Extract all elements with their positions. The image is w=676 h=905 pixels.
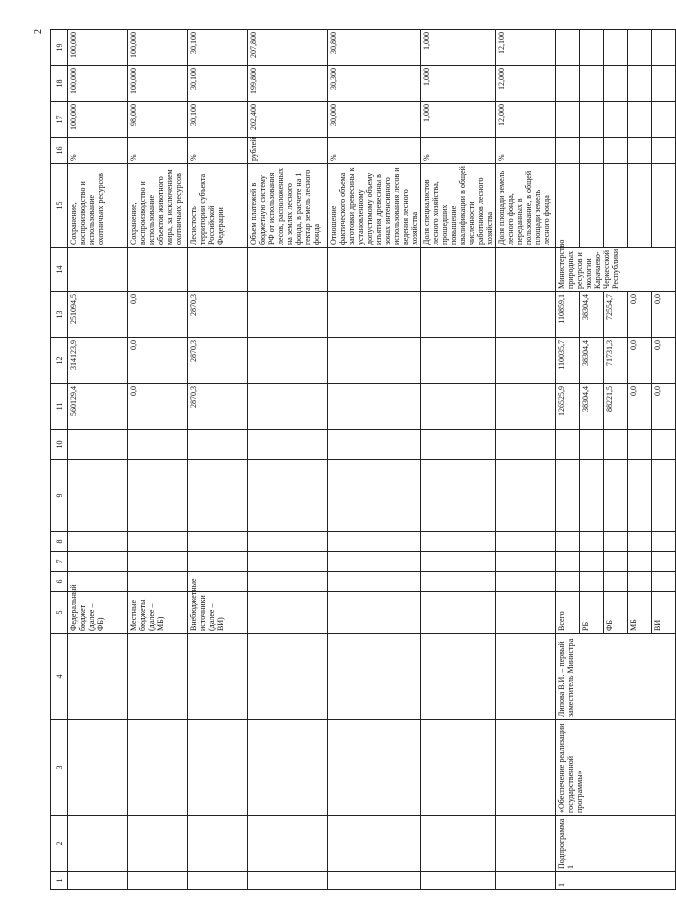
subprogram-row (556, 30, 580, 890)
column-number: 2 (51, 816, 68, 872)
amount-col13: 38304,4 (580, 292, 604, 338)
empty-cell (628, 30, 652, 66)
responsible-person: Липова В.И. – первый заместитель Министра (556, 634, 676, 720)
empty-cell (580, 66, 604, 102)
empty-cell (496, 248, 556, 292)
empty-cell (188, 552, 248, 572)
empty-cell (628, 572, 652, 592)
column-number: 18 (51, 66, 68, 102)
funding-source (328, 592, 421, 634)
indicator-name: Доля специалистов лесного хозяйства, прошедших повышение квалификации в общей численности работников лесного хозяйства (421, 164, 496, 248)
empty-cell (556, 30, 580, 66)
column-number: 14 (51, 248, 68, 292)
amount-col11: 560129,4 (68, 384, 128, 430)
empty-cell (128, 552, 188, 572)
empty-cell (421, 572, 496, 592)
empty-cell (328, 872, 421, 890)
empty-cell (128, 634, 188, 720)
amount-col11: 2870,3 (188, 384, 248, 430)
column-number: 4 (51, 634, 68, 720)
empty-cell (556, 430, 580, 460)
empty-cell (328, 532, 421, 552)
table-row (68, 30, 128, 890)
indicator-name: Сохранение, воспроизводство и использование объектов животного мира, за исключением охотничьих ресурсов (128, 164, 188, 248)
amount-col12: 38304,4 (580, 338, 604, 384)
empty-cell (68, 720, 128, 816)
amount-col12: 110035,7 (556, 338, 580, 384)
empty-cell (421, 248, 496, 292)
value-col18: 100,000 (68, 66, 128, 102)
empty-cell (580, 572, 604, 592)
funding-source (496, 592, 556, 634)
column-number: 12 (51, 338, 68, 384)
value-col19: 207,800 (248, 30, 328, 66)
empty-cell (128, 460, 188, 532)
value-col18: 1,000 (421, 66, 496, 102)
amount-col12: 314123,9 (68, 338, 128, 384)
empty-cell (580, 164, 604, 248)
empty-cell (248, 572, 328, 592)
empty-cell (604, 532, 628, 552)
empty-cell (604, 552, 628, 572)
column-number: 10 (51, 430, 68, 460)
header-row (51, 30, 68, 890)
amount-col13: 251094,5 (68, 292, 128, 338)
empty-cell (652, 552, 676, 572)
table-row (496, 30, 556, 890)
empty-cell (248, 460, 328, 532)
amount-col11 (421, 384, 496, 430)
funding-source (248, 592, 328, 634)
empty-cell (580, 532, 604, 552)
amount-col13 (496, 292, 556, 338)
empty-cell (652, 532, 676, 552)
column-number: 11 (51, 384, 68, 430)
column-number: 6 (51, 572, 68, 592)
table-row (248, 30, 328, 890)
empty-cell (496, 872, 556, 890)
indicator-unit: % (188, 138, 248, 164)
amount-col13: 0,0 (652, 292, 676, 338)
empty-cell (128, 816, 188, 872)
indicator-unit: % (496, 138, 556, 164)
empty-cell (328, 720, 421, 816)
empty-cell (328, 552, 421, 572)
empty-cell (604, 30, 628, 66)
empty-cell (128, 248, 188, 292)
amount-col13: 0,0 (128, 292, 188, 338)
amount-col12: 2870,3 (188, 338, 248, 384)
program-table (50, 29, 676, 890)
empty-cell (188, 720, 248, 816)
empty-cell (128, 872, 188, 890)
column-number: 17 (51, 102, 68, 138)
empty-cell (328, 572, 421, 592)
value-col19: 100,000 (68, 30, 128, 66)
funding-source: Внебюджетные источники (далее – ВИ) (188, 592, 248, 634)
subprogram-number: 1 (556, 872, 676, 890)
amount-col13: 72554,7 (604, 292, 628, 338)
amount-col11 (328, 384, 421, 430)
value-col17: 202,400 (248, 102, 328, 138)
empty-cell (188, 248, 248, 292)
empty-cell (556, 572, 580, 592)
value-col17: 98,000 (128, 102, 188, 138)
empty-cell (188, 634, 248, 720)
empty-cell (556, 102, 580, 138)
empty-cell (496, 532, 556, 552)
empty-cell (652, 30, 676, 66)
empty-cell (628, 138, 652, 164)
empty-cell (248, 720, 328, 816)
value-col19: 12,100 (496, 30, 556, 66)
empty-cell (580, 430, 604, 460)
empty-cell (580, 102, 604, 138)
column-number: 5 (51, 592, 68, 634)
empty-cell (652, 430, 676, 460)
empty-cell (68, 248, 128, 292)
empty-cell (628, 66, 652, 102)
empty-cell (628, 102, 652, 138)
empty-cell (68, 634, 128, 720)
funding-source: Федеральный бюджет (далее – ФБ) (68, 592, 128, 634)
empty-cell (496, 634, 556, 720)
amount-col13 (328, 292, 421, 338)
empty-cell (580, 460, 604, 532)
empty-cell (556, 138, 580, 164)
indicator-name: Объем платежей в бюджетную систему РФ от использования лесов, расположенных на землях лесного фонда, в расчете на 1 гектар земель лесного фонда (248, 164, 328, 248)
empty-cell (496, 430, 556, 460)
empty-cell (421, 634, 496, 720)
empty-cell (580, 138, 604, 164)
empty-cell (68, 552, 128, 572)
empty-cell (188, 872, 248, 890)
column-number: 16 (51, 138, 68, 164)
amount-col11: 88221,5 (604, 384, 628, 430)
amount-col12: 71731,3 (604, 338, 628, 384)
empty-cell (328, 430, 421, 460)
amount-col13: 2870,3 (188, 292, 248, 338)
empty-cell (421, 816, 496, 872)
empty-cell (556, 164, 580, 248)
empty-cell (421, 552, 496, 572)
amount-col11 (248, 384, 328, 430)
empty-cell (496, 572, 556, 592)
empty-cell (68, 816, 128, 872)
subprogram-type: Подпрограмма 1 (556, 816, 676, 872)
empty-cell (580, 552, 604, 572)
indicator-unit: рублей (248, 138, 328, 164)
value-col19: 100,000 (128, 30, 188, 66)
amount-col12 (496, 338, 556, 384)
empty-cell (188, 532, 248, 552)
empty-cell (556, 552, 580, 572)
empty-cell (328, 460, 421, 532)
empty-cell (128, 720, 188, 816)
empty-cell (628, 164, 652, 248)
funding-source: МБ (628, 592, 652, 634)
empty-cell (652, 572, 676, 592)
indicator-name: Доля площади земель лесного фонда, переданных в пользование, в общей площади земель лесного фонда (496, 164, 556, 248)
empty-cell (328, 634, 421, 720)
empty-cell (188, 430, 248, 460)
empty-cell (248, 552, 328, 572)
amount-col13 (421, 292, 496, 338)
empty-cell (496, 552, 556, 572)
empty-cell (604, 460, 628, 532)
empty-cell (628, 532, 652, 552)
amount-col11: 126525,9 (556, 384, 580, 430)
empty-cell (188, 816, 248, 872)
empty-cell (248, 634, 328, 720)
value-col17: 30,000 (328, 102, 421, 138)
empty-cell (248, 816, 328, 872)
table-row (328, 30, 421, 890)
funding-source: ВИ (652, 592, 676, 634)
empty-cell (68, 460, 128, 532)
value-col17: 30,100 (188, 102, 248, 138)
empty-cell (652, 138, 676, 164)
rotated-table-sheet (50, 32, 662, 890)
empty-cell (248, 430, 328, 460)
amount-col12 (248, 338, 328, 384)
column-number: 8 (51, 532, 68, 552)
amount-col12: 0,0 (652, 338, 676, 384)
indicator-name: Лесистость территории субъекта Российской Федерации (188, 164, 248, 248)
indicator-name: Отношение фактического объема заготовки древесины к установленному допустимому объему изъятия древесины в зонах интенсивного использования лесов и ведения лесного хозяйства (328, 164, 421, 248)
amount-col12 (421, 338, 496, 384)
value-col17: 12,000 (496, 102, 556, 138)
amount-col13 (248, 292, 328, 338)
indicator-unit: % (328, 138, 421, 164)
empty-cell (604, 66, 628, 102)
empty-cell (421, 720, 496, 816)
empty-cell (556, 532, 580, 552)
value-col19: 30,100 (188, 30, 248, 66)
funding-source (421, 592, 496, 634)
empty-cell (496, 460, 556, 532)
column-number: 9 (51, 460, 68, 532)
indicator-unit: % (128, 138, 188, 164)
empty-cell (328, 248, 421, 292)
empty-cell (496, 816, 556, 872)
amount-col11: 0,0 (128, 384, 188, 430)
empty-cell (128, 532, 188, 552)
amount-col11 (496, 384, 556, 430)
empty-cell (604, 572, 628, 592)
empty-cell (604, 102, 628, 138)
value-col18: 12,000 (496, 66, 556, 102)
empty-cell (652, 66, 676, 102)
empty-cell (628, 460, 652, 532)
page-number: 2 (33, 29, 44, 34)
empty-cell (580, 30, 604, 66)
table-row (128, 30, 188, 890)
empty-cell (421, 532, 496, 552)
column-number: 3 (51, 720, 68, 816)
empty-cell (421, 430, 496, 460)
amount-col13: 0,0 (628, 292, 652, 338)
column-number: 15 (51, 164, 68, 248)
amount-col13: 110859,1 (556, 292, 580, 338)
value-col18: 100,000 (128, 66, 188, 102)
empty-cell (496, 720, 556, 816)
indicator-unit: % (421, 138, 496, 164)
column-number: 1 (51, 872, 68, 890)
empty-cell (604, 138, 628, 164)
amount-col12 (328, 338, 421, 384)
empty-cell (556, 66, 580, 102)
empty-cell (652, 164, 676, 248)
empty-cell (68, 532, 128, 552)
amount-col12: 0,0 (128, 338, 188, 384)
empty-cell (421, 872, 496, 890)
indicator-name: Сохранение, воспроизводство и использование охотничьих ресурсов (68, 164, 128, 248)
empty-cell (604, 430, 628, 460)
value-col19: 30,800 (328, 30, 421, 66)
funding-source: Местные бюджеты (далее – МБ) (128, 592, 188, 634)
empty-cell (652, 460, 676, 532)
funding-source: ФБ (604, 592, 628, 634)
column-number: 7 (51, 552, 68, 572)
column-number: 19 (51, 30, 68, 66)
empty-cell (628, 552, 652, 572)
value-col18: 199,800 (248, 66, 328, 102)
value-col18: 30,300 (328, 66, 421, 102)
empty-cell (628, 430, 652, 460)
empty-cell (128, 572, 188, 592)
empty-cell (556, 460, 580, 532)
empty-cell (421, 460, 496, 532)
amount-col11: 0,0 (652, 384, 676, 430)
empty-cell (188, 460, 248, 532)
empty-cell (328, 816, 421, 872)
table-row (421, 30, 496, 890)
empty-cell (248, 532, 328, 552)
empty-cell (652, 102, 676, 138)
column-number: 13 (51, 292, 68, 338)
value-col18: 30,100 (188, 66, 248, 102)
empty-cell (248, 872, 328, 890)
value-col17: 100,000 (68, 102, 128, 138)
table-row (188, 30, 248, 890)
executor: Министерство природных ресурсов и экологии Карачаево-Черкесской Республики (556, 248, 676, 292)
subprogram-name: «Обеспечение реализации государственной программы» (556, 720, 676, 816)
funding-source: РБ (580, 592, 604, 634)
amount-col11: 38304,4 (580, 384, 604, 430)
empty-cell (604, 164, 628, 248)
funding-source: Всего (556, 592, 580, 634)
amount-col12: 0,0 (628, 338, 652, 384)
value-col17: 1,000 (421, 102, 496, 138)
empty-cell (248, 248, 328, 292)
value-col19: 1,000 (421, 30, 496, 66)
indicator-unit: % (68, 138, 128, 164)
empty-cell (68, 430, 128, 460)
empty-cell (68, 872, 128, 890)
empty-cell (128, 430, 188, 460)
amount-col11: 0,0 (628, 384, 652, 430)
